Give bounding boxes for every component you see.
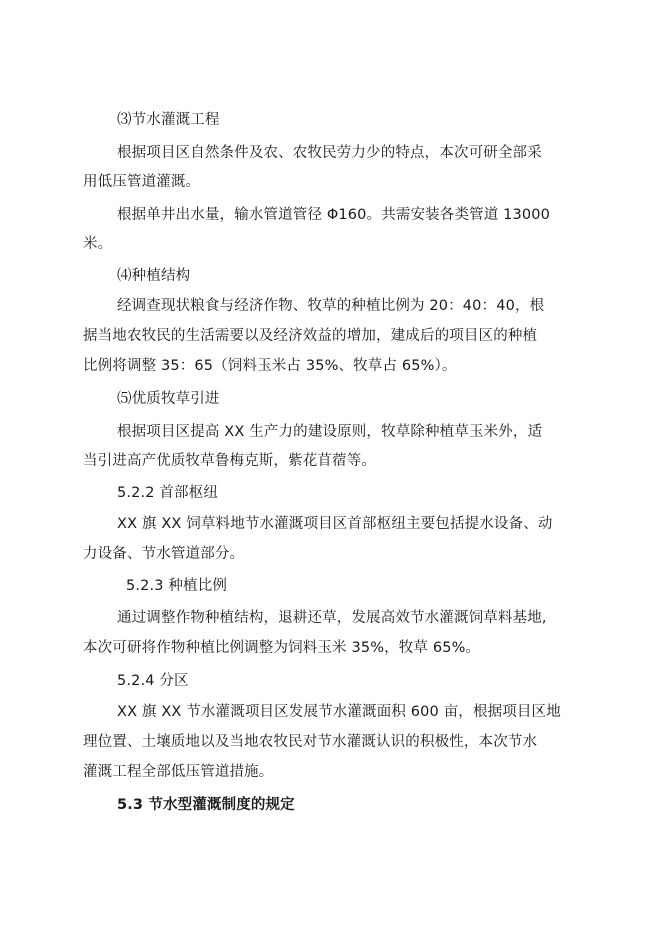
paragraph-line: 理位置、土壤质地以及当地农牧民对节水灌溉认识的积极性，本次节水 <box>83 734 538 750</box>
heading-planting-structure: ⑷种植结构 <box>117 268 191 284</box>
section-heading-524: 5.2.4 分区 <box>117 673 189 689</box>
heading-irrigation-project: ⑶节水灌溉工程 <box>117 112 220 128</box>
heading-forage-introduction: ⑸优质牧草引进 <box>117 391 220 407</box>
paragraph-line: XX 旗 XX 饲草料地节水灌溉项目区首部枢纽主要包括提水设备、动 <box>117 516 553 532</box>
paragraph-line: 当引进高产优质牧草鲁梅克斯，紫花苜蓿等。 <box>83 453 376 469</box>
paragraph-line: 用低压管道灌溉。 <box>83 174 201 190</box>
section-heading-53: 5.3 节水型灌溉制度的规定 <box>117 797 295 813</box>
paragraph-line: 比例将调整 35：65（饲料玉米占 35%、牧草占 65%）。 <box>83 358 457 374</box>
paragraph-line: 通过调整作物种植结构，退耕还草，发展高效节水灌溉饲草料基地, <box>117 610 547 626</box>
paragraph-line: 根据单井出水量，输水管道管径 Φ160。共需安装各类管道 13000 <box>117 207 551 223</box>
paragraph-line: 经调查现状粮食与经济作物、牧草的种植比例为 20：40：40，根 <box>117 298 545 314</box>
paragraph-line: 米。 <box>83 236 113 252</box>
paragraph-line: XX 旗 XX 节水灌溉项目区发展节水灌溉面积 600 亩，根据项目区地 <box>117 704 561 720</box>
paragraph-line: 灌溉工程全部低压管道措施。 <box>83 764 274 780</box>
paragraph-line: 据当地农牧民的生活需要以及经济效益的增加，建成后的项目区的种植 <box>83 328 538 344</box>
section-heading-523: 5.2.3 种植比例 <box>126 578 228 594</box>
section-heading-522: 5.2.2 首部枢纽 <box>117 485 219 501</box>
paragraph-line: 根据项目区提高 XX 生产力的建设原则，牧草除种植草玉米外，适 <box>117 424 543 440</box>
paragraph-line: 根据项目区自然条件及农、农牧民劳力少的特点，本次可研全部采 <box>117 145 542 161</box>
paragraph-line: 本次可研将作物种植比例调整为饲料玉米 35%，牧草 65%。 <box>83 640 481 656</box>
paragraph-line: 力设备、节水管道部分。 <box>83 546 245 562</box>
